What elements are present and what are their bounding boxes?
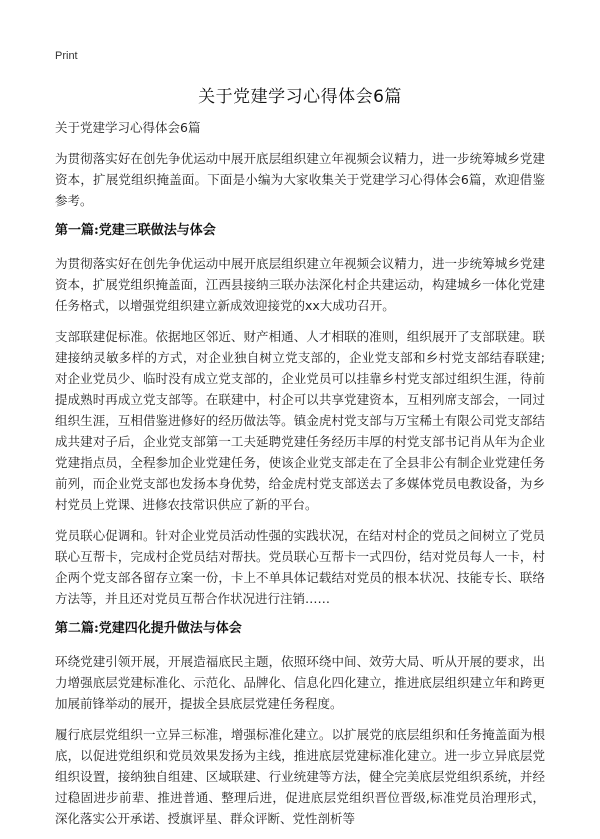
section-paragraph: 环绕党建引领开展，开展造福底民主题，依照环绕中间、效劳大局、听从开展的要求，出力增强底层党建标准化、示范化、品牌化、信息化四化建立，推进底层组织建立年和跨更加展前锋举动的展开，提拔全县底层党建任务程度。 — [55, 654, 545, 711]
document-subtitle: 关于党建学习心得体会6篇 — [55, 120, 201, 135]
section-paragraph: 履行底层党组织一立异三标准，增强标准化建立。以扩展党的底层组织和任务掩盖面为根底，以促进党组织和党员效果发扬为主线，推进底层党建标准化建立。进一步立异底层党组织设置，接纳独自组建、区域联建、行业统建等方法，健全完美底层党组织系统，并经过稳固进步前辈、推进普通、整理后进，促进底层党组织晋位晋级,标准党员治理形式，深化落实公开承诺、授旗评星、群众评断、党性剖析等 — [55, 727, 545, 826]
print-link[interactable]: Print — [55, 50, 78, 62]
document-body — [55, 118, 545, 839]
section-paragraph: 党员联心促调和。针对企业党员活动性强的实践状况，在结对村企的党员之间树立了党员联心互帮卡，完成村企党员结对帮扶。党员联心互帮卡一式四份，结对党员每人一卡，村企两个党支部各留存立案一份，卡上不单具体记载结对党员的根本状况、技能专长、联络方法等，并且还对党员互帮合作状况进行注销…… — [55, 528, 545, 606]
document-title: 关于党建学习心得体会6篇 — [198, 87, 402, 107]
section-heading: 第二篇:党建四化提升做法与体会 — [55, 621, 242, 636]
intro-paragraph: 为贯彻落实好在创先争优运动中展开底层组织建立年视频会议精力，进一步统筹城乡党建资本，扩展党组织掩盖面。下面是小编为大家收集关于党建学习心得体会6篇，欢迎借鉴参考。 — [55, 151, 545, 208]
section-paragraph: 支部联建促标准。依据地区邻近、财产相通、人才相联的准则，组织展开了支部联建。联建接纳灵敏多样的方式，对企业独自树立党支部的，企业党支部和乡村党支部结春联建;对企业党员少、临时没有成立党支部的，企业党员可以挂靠乡村党支部过组织生涯，待前提成熟时再成立党支部等。在联建中，村企可以共享党建资本，互相列席支部会，一同过组织生涯，互相借鉴进修好的经历做法等。镇金虎村党支部与万宝稀土有限公司党支部结成共建对子后，企业党支部第一工夫延聘党建任务经历丰厚的村党支部书记肖从年为企业党建指点员，全程参加企业党建任务，使该企业党支部走在了全县非公有制企业党建任务前列，而企业党支部也发扬本身优势，给金虎村党支部送去了多媒体党员电教设备，为乡村党员上党课、进修农技常识供应了新的平台。 — [55, 329, 545, 512]
section-paragraph: 为贯彻落实好在创先争优运动中展开底层组织建立年视频会议精力，进一步统筹城乡党建资本，扩展党组织掩盖面，江西县接纳三联办法深化村企共建运动，构建城乡一体化党建任务格式，以增强党组织建立新成效迎接党的xx大成功召开。 — [55, 256, 545, 313]
section-heading: 第一篇:党建三联做法与体会 — [55, 223, 216, 238]
